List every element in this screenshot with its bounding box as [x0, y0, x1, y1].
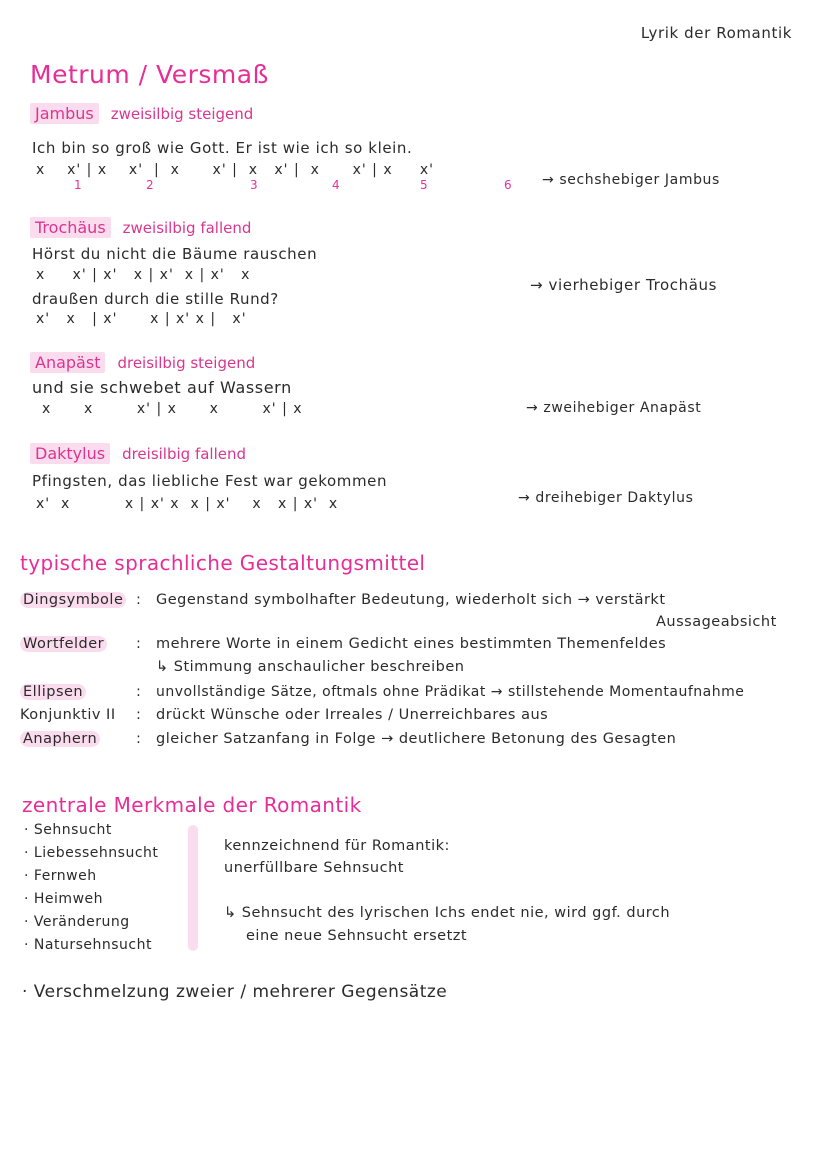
merkmal-note: unerfüllbare Sehnsucht — [224, 860, 404, 876]
stilmittel-term: Wortfelder — [20, 636, 107, 652]
section-title-stilmittel: typische sprachliche Gestaltungsmittel — [20, 551, 426, 575]
stilmittel-definition: Gegenstand symbolhafter Bedeutung, wiederholt sich → verstärkt — [156, 592, 666, 608]
meter-result: → zweihebiger Anapäst — [526, 400, 702, 416]
stress-number: 1 — [74, 178, 82, 192]
stilmittel-item — [20, 636, 107, 652]
stilmittel-term: Ellipsen — [20, 684, 86, 700]
stilmittel-colon: : — [136, 684, 142, 700]
merkmal-list-item: · Veränderung — [24, 914, 130, 930]
verse-line: und sie schwebet auf Wassern — [32, 378, 292, 397]
stilmittel-item — [20, 592, 126, 608]
scansion-line: x x' | x' x | x' x | x' x — [36, 267, 251, 283]
merkmal-list-item: · Liebessehnsucht — [24, 845, 159, 861]
scansion-line: x x x' | x x x' | x — [42, 401, 303, 417]
scansion-line: x x' | x x' | x x' | x x' | x x' | x x' — [36, 162, 435, 178]
merkmal-list-item: · Natursehnsucht — [24, 937, 152, 953]
scansion-line: x' x x | x' x x | x' x x | x' x — [36, 496, 339, 512]
divider-bar — [188, 825, 198, 951]
stilmittel-definition: unvollständige Sätze, oftmals ohne Prädikat → stillstehende Momentaufnahme — [156, 684, 745, 700]
stilmittel-continuation: Aussageabsicht — [656, 614, 777, 630]
stilmittel-term: Dingsymbole — [20, 592, 126, 608]
stilmittel-item — [20, 731, 100, 747]
section-title-merkmale: zentrale Merkmale der Romantik — [22, 793, 362, 817]
meter-term: Daktylus — [30, 443, 110, 464]
meter-term: Trochäus — [30, 217, 111, 238]
meter-description: dreisilbig fallend — [122, 445, 247, 463]
stilmittel-item — [20, 684, 86, 700]
stilmittel-colon: : — [136, 636, 142, 652]
stilmittel-continuation: ↳ Stimmung anschaulicher beschreiben — [156, 659, 465, 675]
stress-number: 4 — [332, 178, 340, 192]
stilmittel-definition: drückt Wünsche oder Irreales / Unerreichbares aus — [156, 707, 549, 723]
meter-heading-anapaest — [30, 352, 255, 373]
verse-line: draußen durch die stille Rund? — [32, 290, 279, 308]
merkmal-note: eine neue Sehnsucht ersetzt — [246, 928, 468, 944]
merkmal-extra-point: · Verschmelzung zweier / mehrerer Gegensätze — [22, 982, 448, 1002]
meter-term: Anapäst — [30, 352, 105, 373]
stress-number: 6 — [504, 178, 512, 192]
merkmal-note: ↳ Sehnsucht des lyrischen Ichs endet nie, wird ggf. durch — [224, 905, 671, 921]
meter-result: → vierhebiger Trochäus — [530, 276, 718, 294]
merkmal-list-item: · Heimweh — [24, 891, 104, 907]
section-title-metrum: Metrum / Versmaß — [30, 60, 269, 89]
stress-number: 3 — [250, 178, 258, 192]
stilmittel-definition: mehrere Worte in einem Gedicht eines bestimmten Themenfeldes — [156, 636, 667, 652]
scansion-line: x' x | x' x | x' x | x' — [36, 311, 247, 327]
merkmal-list-item: · Fernweh — [24, 868, 97, 884]
meter-result: → dreihebiger Daktylus — [518, 490, 694, 506]
meter-heading-trochaeus — [30, 217, 251, 238]
verse-line: Hörst du nicht die Bäume rauschen — [32, 245, 318, 263]
stilmittel-colon: : — [136, 731, 142, 747]
page-header-title: Lyrik der Romantik — [640, 24, 792, 42]
stilmittel-colon: : — [136, 707, 142, 723]
meter-description: dreisilbig steigend — [117, 354, 256, 372]
stilmittel-definition: gleicher Satzanfang in Folge → deutlichere Betonung des Gesagten — [156, 731, 677, 747]
meter-result: → sechshebiger Jambus — [542, 172, 720, 188]
merkmal-list-item: · Sehnsucht — [24, 822, 112, 838]
stilmittel-item — [20, 707, 116, 723]
meter-term: Jambus — [30, 103, 99, 124]
verse-line: Ich bin so groß wie Gott. Er ist wie ich so klein. — [32, 139, 413, 157]
meter-heading-daktylus — [30, 443, 246, 464]
verse-line: Pfingsten, das liebliche Fest war gekommen — [32, 472, 388, 490]
stilmittel-term: Anaphern — [20, 731, 100, 747]
stilmittel-term: Konjunktiv II — [20, 707, 116, 723]
merkmal-note: kennzeichnend für Romantik: — [224, 838, 450, 854]
stress-number: 2 — [146, 178, 154, 192]
meter-heading-jambus — [30, 103, 253, 124]
meter-description: zweisilbig steigend — [110, 105, 254, 123]
stress-number: 5 — [420, 178, 428, 192]
stilmittel-colon: : — [136, 592, 142, 608]
meter-description: zweisilbig fallend — [122, 219, 252, 237]
